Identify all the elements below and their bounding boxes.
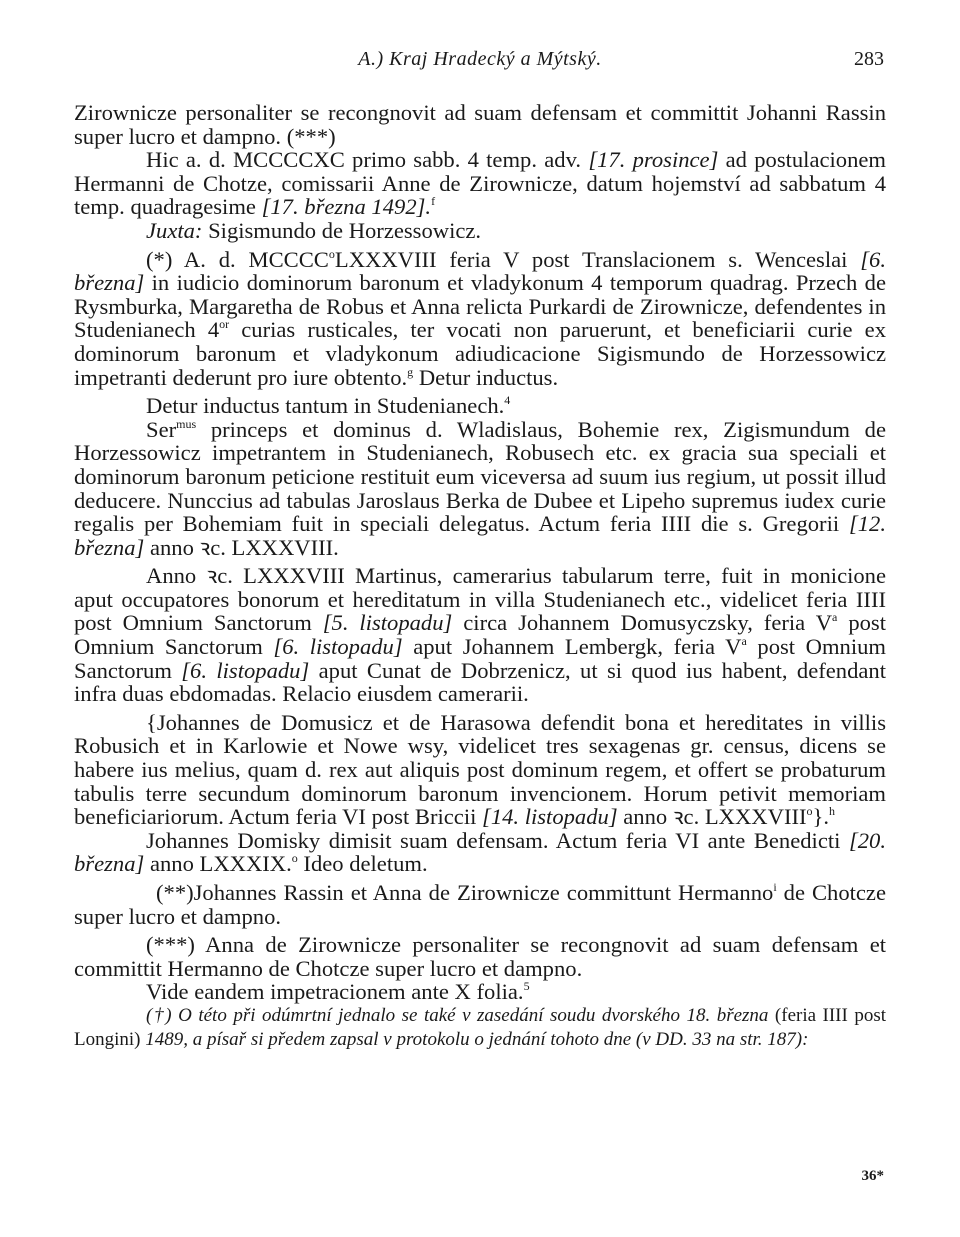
page-number: 283 bbox=[854, 48, 884, 70]
text-span: (**)Johannes Rassin et Anna de Zirownicze committunt Hermanno bbox=[156, 880, 774, 905]
text-span: Johannes Domisky dimisit suam defensam. Actum feria VI ante Benedicti bbox=[146, 827, 849, 853]
text-span: 1489, a písař si předem zapsal v protokolu o jednání tohoto dne (v DD. 33 na str. 187): bbox=[145, 1028, 809, 1050]
text-span: Juxta: bbox=[146, 217, 203, 243]
footnote-mark: i bbox=[773, 880, 777, 894]
text-span: {Johannes de Domusicz et de Harasowa defendit bona et hereditates in villis Robusich et in Karlowie et Nowe wsy, videlicet tres sexagenas gr. census, dicens se habere ius melius, quam d. rex aut aliquis post dominum regem, et offert se probaturum tabulis terre secundum dominorum baronum invencionem. Horum petivit memoriam beneficiariorum. Actum feria VI post Briccii bbox=[74, 709, 886, 830]
paragraph bbox=[74, 148, 886, 219]
text-span: Sigismundo de Horzessowicz. bbox=[202, 217, 482, 243]
date-gloss: [14. listopadu] bbox=[482, 804, 618, 830]
paragraph bbox=[74, 980, 886, 1004]
footnote-mark: g bbox=[407, 364, 414, 379]
paragraph bbox=[74, 101, 886, 148]
footnote-mark: h bbox=[829, 804, 836, 819]
text-span: in iudicio dominorum baronum et vladykonum 4 temporum quadrag. Przech de Rysmburka, Margaretha de Robus et Anna relicta Purkardi de Zirownicze, defendentes in Studenianech 4 bbox=[74, 270, 886, 343]
text-span: Vide eandem impetracionem ante X folia. bbox=[146, 979, 524, 1005]
text-span: princeps et dominus d. Wladislaus, Bohemie rex, Zigismundum de Horzessowicz impetrantem in Studenianech, Robusech etc. ex gracia sua speciali et dominorum baronum peticione restituit eum viceversa ad suum ius regium, ut possit illud deducere. Nunccius ad tabulas Jaroslaus Berka de Dubee et Lipeho supremus iudex curie regalis per Bohemiam fuit in speciali delegatus. Actum feria IIII die s. Gregorii bbox=[74, 416, 886, 537]
paragraph bbox=[74, 933, 886, 980]
paragraph bbox=[74, 394, 886, 418]
date-gloss: [6. listopadu] bbox=[181, 657, 310, 683]
paragraph bbox=[74, 564, 886, 706]
text-span: ad postulacionem Hermanni de Chotze, comissarii Anne de Zirownicze, datum hojemství ad sabbatum 4 temp. quadragesime bbox=[74, 147, 886, 220]
date-gloss: [6. března] bbox=[74, 246, 887, 296]
footnote-mark: 5 bbox=[523, 979, 530, 994]
text-span: de Chotcze super lucro et dampno. bbox=[74, 880, 886, 929]
text-span: Ideo deletum. bbox=[297, 851, 428, 877]
text-span: post Omnium Sanctorum bbox=[74, 610, 886, 660]
superscript: o bbox=[328, 246, 335, 261]
page-header bbox=[0, 48, 960, 78]
paragraph bbox=[74, 418, 886, 560]
text-span: post Omnium Sanctorum bbox=[74, 634, 886, 683]
text-span: Zirownicze personaliter se recongnovit ad suam defensam et committit Johanni Rassin super lucro et dampno. (***) bbox=[74, 100, 886, 149]
signature-mark: 36* bbox=[861, 1168, 884, 1184]
text-span: (feria IIII post Longini) bbox=[74, 1004, 887, 1050]
text-span: circa Johannem Domusyczsky, feria V bbox=[452, 610, 833, 636]
footnote-mark: f bbox=[431, 194, 436, 209]
date-gloss: [6. listopadu] bbox=[273, 634, 403, 660]
superscript: o bbox=[806, 804, 813, 819]
paragraph bbox=[74, 829, 886, 876]
text-span: Detur inductus tantum in Studenianech. bbox=[146, 393, 505, 419]
text-span: anno ꝛc. LXXXVIII. bbox=[144, 534, 339, 560]
superscript: a bbox=[741, 634, 747, 649]
running-title: A.) Kraj Hradecký a Mýtský. bbox=[358, 48, 602, 70]
text-span: }. bbox=[812, 804, 830, 830]
text-span: Detur inductus. bbox=[413, 364, 559, 390]
paragraph bbox=[74, 248, 886, 390]
text-span: (†) O této při odúmrtní jednalo se také v zasedání soudu dvorského 18. března bbox=[146, 1004, 769, 1026]
date-gloss: [20. března] bbox=[74, 827, 886, 877]
text-span: (***) Anna de Zirownicze personaliter se recongnovit ad suam defensam et committit Hermanno de Chotcze super lucro et dampno. bbox=[74, 932, 886, 981]
superscript: a bbox=[832, 610, 838, 625]
date-gloss: [12. března] bbox=[74, 511, 886, 560]
text-span: Ser bbox=[146, 416, 177, 442]
superscript: mus bbox=[176, 416, 197, 431]
paragraph bbox=[74, 881, 886, 928]
date-gloss: [17. prosince] bbox=[588, 147, 719, 173]
text-span: aput Johannem Lembergk, feria V bbox=[402, 634, 742, 660]
superscript: o bbox=[291, 851, 298, 866]
body-text bbox=[74, 101, 886, 1052]
text-span: anno ꝛc. LXXXVIII bbox=[617, 804, 807, 830]
footnote-mark: 4 bbox=[504, 393, 511, 408]
editorial-note bbox=[74, 1004, 886, 1052]
date-gloss: [5. listopadu] bbox=[322, 610, 453, 636]
text-span: (*) A. d. MCCCC bbox=[146, 246, 329, 272]
superscript: or bbox=[219, 317, 230, 332]
text-span: Anno ꝛc. LXXXVIII Martinus, camerarius tabularum terre, fuit in monicione aput occupatores bonorum et hereditatum in villa Studenianech etc., videlicet feria IIII post Omnium Sanctorum bbox=[74, 563, 886, 636]
text-span: anno LXXXIX. bbox=[144, 851, 292, 877]
date-gloss: [17. března 1492]. bbox=[261, 194, 432, 220]
text-span: LXXXVIII feria V post Translacionem s. Wenceslai bbox=[334, 246, 861, 272]
text-span: curias rusticales, ter vocati non paruerunt, et beneficiarii curie ex dominorum baronum et vladykonum adiudicacione Sigismundo de Horzessowicz impetranti dederunt pro iure obtento. bbox=[74, 317, 886, 390]
paragraph bbox=[74, 711, 886, 829]
paragraph bbox=[74, 219, 886, 243]
text-span: Hic a. d. MCCCCXC primo sabb. 4 temp. adv. bbox=[146, 147, 589, 173]
text-span: aput Cunat de Dobrzenicz, ut si quod ius habent, defendant infra duas ebdomadas. Relacio eiusdem camerarii. bbox=[74, 657, 886, 707]
